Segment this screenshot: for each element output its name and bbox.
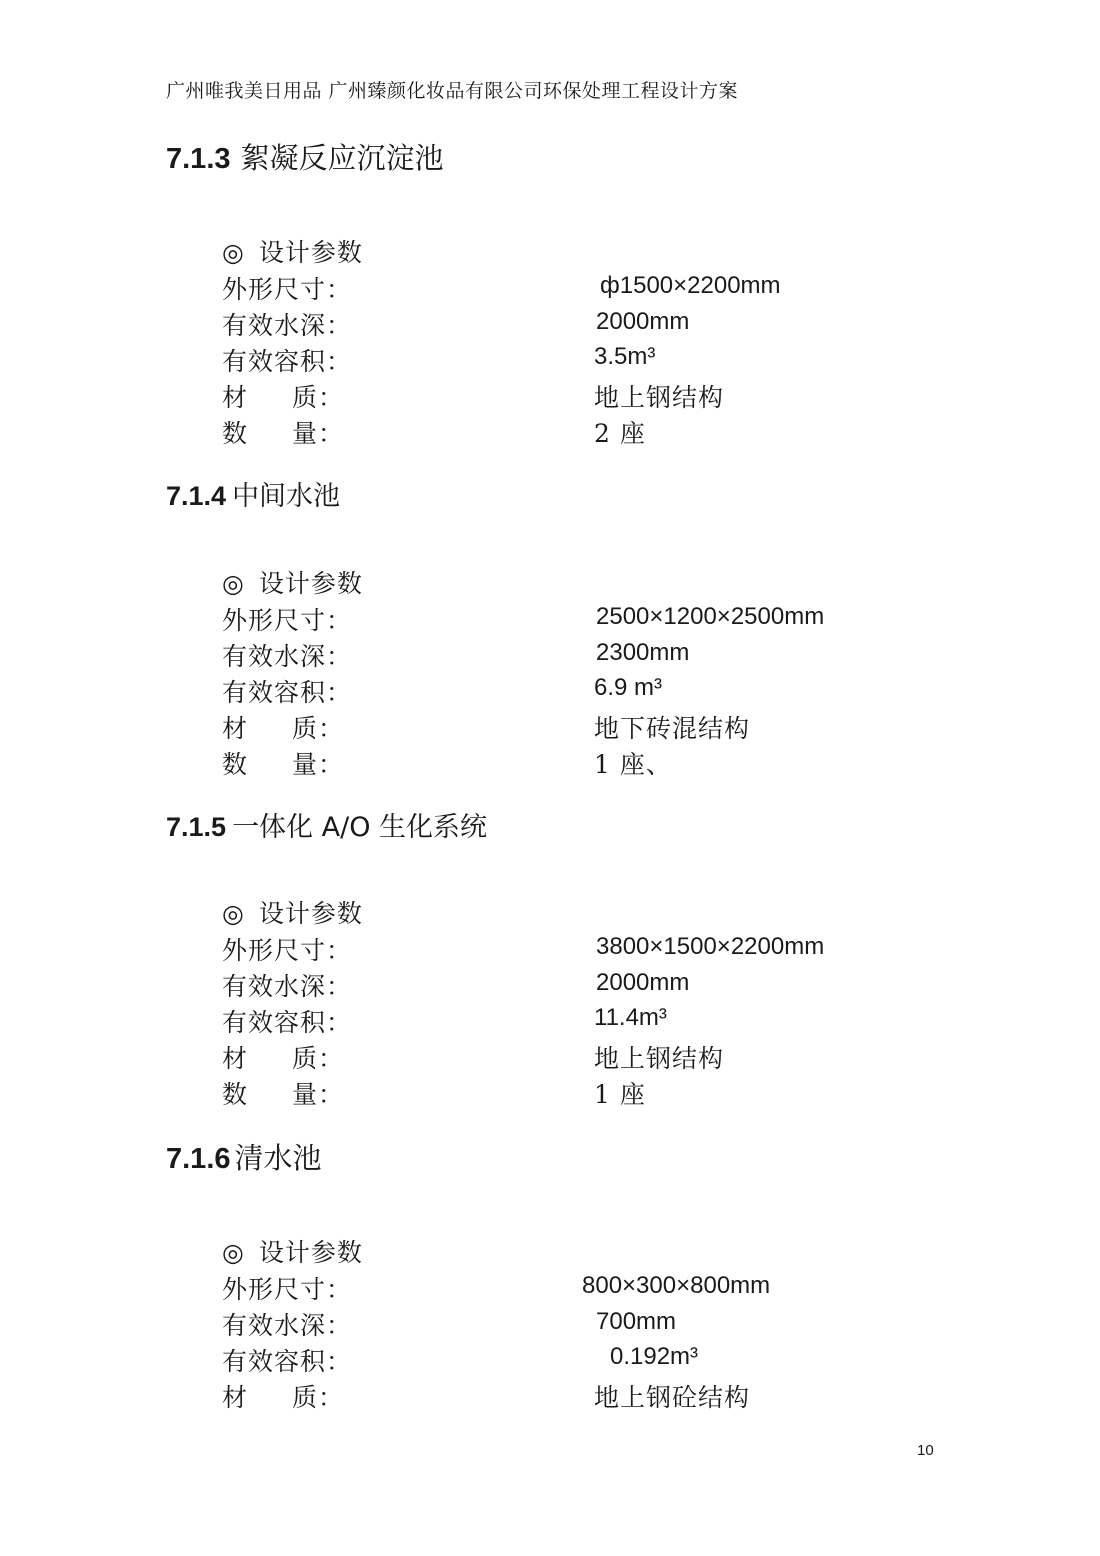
label-size: 外形尺寸： [222,1275,353,1304]
bullet-icon: ◎ [222,238,245,267]
params-label: 设计参数 [258,238,363,267]
value-quantity: 2 座 [594,419,646,448]
label-depth: 有效水深： [222,311,353,340]
bullet-icon: ◎ [222,1238,245,1267]
value-depth: 700mm [596,1308,677,1335]
section-heading: 一体化 A/O 生化系统 [232,812,488,843]
value-depth: 2000mm [596,308,690,335]
value-depth: 2000mm [596,969,690,996]
section-title [166,1136,322,1177]
section-heading: 絮凝反应沉淀池 [240,141,444,175]
section-number: 7.1.6 [166,1143,231,1175]
value-volume: 6.9 m³ [594,674,663,701]
label-volume: 有效容积： [222,347,353,376]
value-quantity: 1 座 [594,1080,646,1109]
params-heading [222,233,363,269]
value-size: 2500×1200×2500mm [596,603,825,630]
value-material: 地上钢砼结构 [594,1383,751,1412]
params-label: 设计参数 [258,1238,363,1267]
section-heading: 清水池 [234,1141,322,1175]
label-depth: 有效水深： [222,642,353,671]
page-header: 广州唯我美日用品 广州臻颜化妆品有限公司环保处理工程设计方案 [166,80,739,102]
section-number: 7.1.4 [166,481,227,511]
value-size: ф1500×2200mm [600,272,781,299]
page-number: 10 [917,1442,934,1459]
value-size: 800×300×800mm [582,1272,771,1299]
value-quantity: 1 座、 [594,750,672,779]
label-size: 外形尺寸： [222,606,353,635]
params-heading [222,894,363,930]
section-number: 7.1.3 [166,143,231,175]
section-heading: 中间水池 [232,481,341,512]
section-title [166,805,487,844]
label-volume: 有效容积： [222,678,353,707]
value-volume: 3.5m³ [594,343,656,370]
value-volume: 0.192m³ [610,1343,699,1370]
params-heading [222,1233,363,1269]
value-material: 地下砖混结构 [594,714,751,743]
label-quantity: 数 量： [222,1080,344,1109]
value-material: 地上钢结构 [594,383,725,412]
section-number: 7.1.5 [166,812,227,842]
params-label: 设计参数 [258,569,363,598]
value-size: 3800×1500×2200mm [596,933,825,960]
label-size: 外形尺寸： [222,275,353,304]
bullet-icon: ◎ [222,899,245,928]
label-depth: 有效水深： [222,972,353,1001]
section-title [166,136,444,177]
label-material: 材 质： [222,714,344,743]
label-quantity: 数 量： [222,419,344,448]
label-size: 外形尺寸： [222,936,353,965]
value-depth: 2300mm [596,639,690,666]
section-title [166,474,340,513]
label-depth: 有效水深： [222,1311,353,1340]
label-volume: 有效容积： [222,1008,353,1037]
bullet-icon: ◎ [222,569,245,598]
value-volume: 11.4m³ [594,1004,667,1031]
params-label: 设计参数 [258,899,363,928]
value-material: 地上钢结构 [594,1044,725,1073]
label-quantity: 数 量： [222,750,344,779]
label-material: 材 质： [222,383,344,412]
label-material: 材 质： [222,1383,344,1412]
label-material: 材 质： [222,1044,344,1073]
params-heading [222,564,363,600]
label-volume: 有效容积： [222,1347,353,1376]
